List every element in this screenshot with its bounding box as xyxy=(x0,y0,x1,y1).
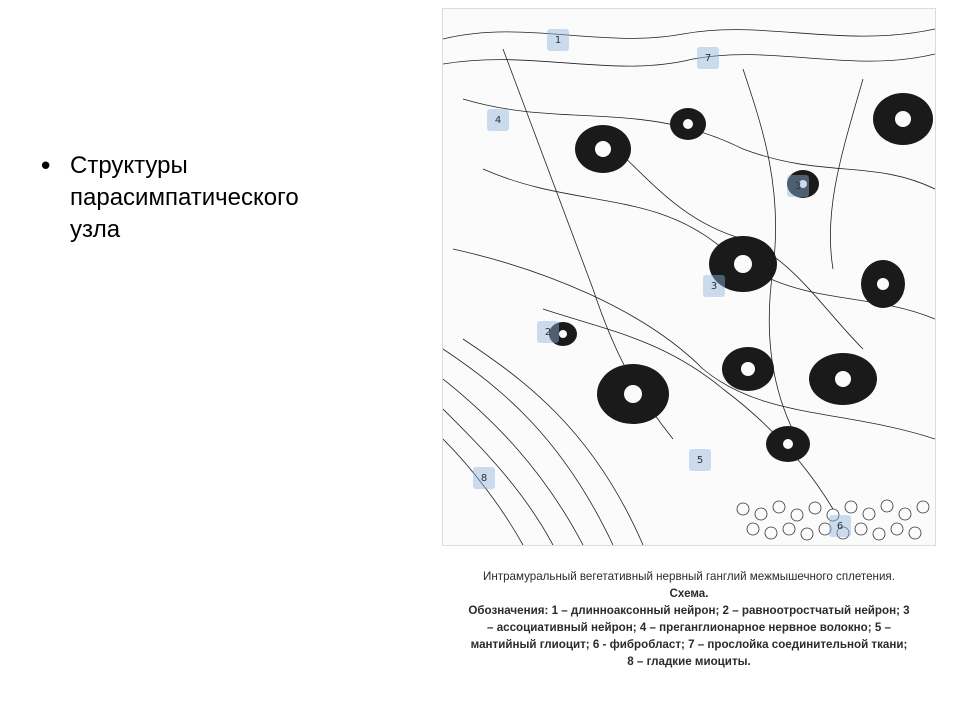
label-marker-3a: 3 xyxy=(787,175,809,197)
figure-caption xyxy=(466,568,912,670)
bullet-dot: • xyxy=(38,152,54,182)
label-marker-2: 2 xyxy=(537,321,559,343)
label-marker-8: 8 xyxy=(473,467,495,489)
bullet-item xyxy=(38,150,368,246)
label-marker-7: 7 xyxy=(697,47,719,69)
label-marker-5: 5 xyxy=(689,449,711,471)
label-marker-1: 1 xyxy=(547,29,569,51)
caption-legend: Обозначения: 1 – длинноаксонный нейрон; 2 – равноотростчатый нейрон; 3 – ассоциативный нейрон; 4 – преганглионарное нервное волокно; 5 – мантийный глиоцит; 6 - фибробласт; 7 – прослойка соединительной ткани; 8 – гладкие миоциты. xyxy=(468,604,910,668)
ganglion-diagram xyxy=(442,8,936,546)
caption-subtitle: Схема. xyxy=(669,587,709,600)
label-marker-3b: 3 xyxy=(703,275,725,297)
label-marker-4: 4 xyxy=(487,109,509,131)
caption-title: Интрамуральный вегетативный нервный ганглий межмышечного сплетения. xyxy=(483,570,895,583)
label-marker-6: 6 xyxy=(829,515,851,537)
bullet-text: Структуры парасимпатического узла xyxy=(70,152,299,243)
